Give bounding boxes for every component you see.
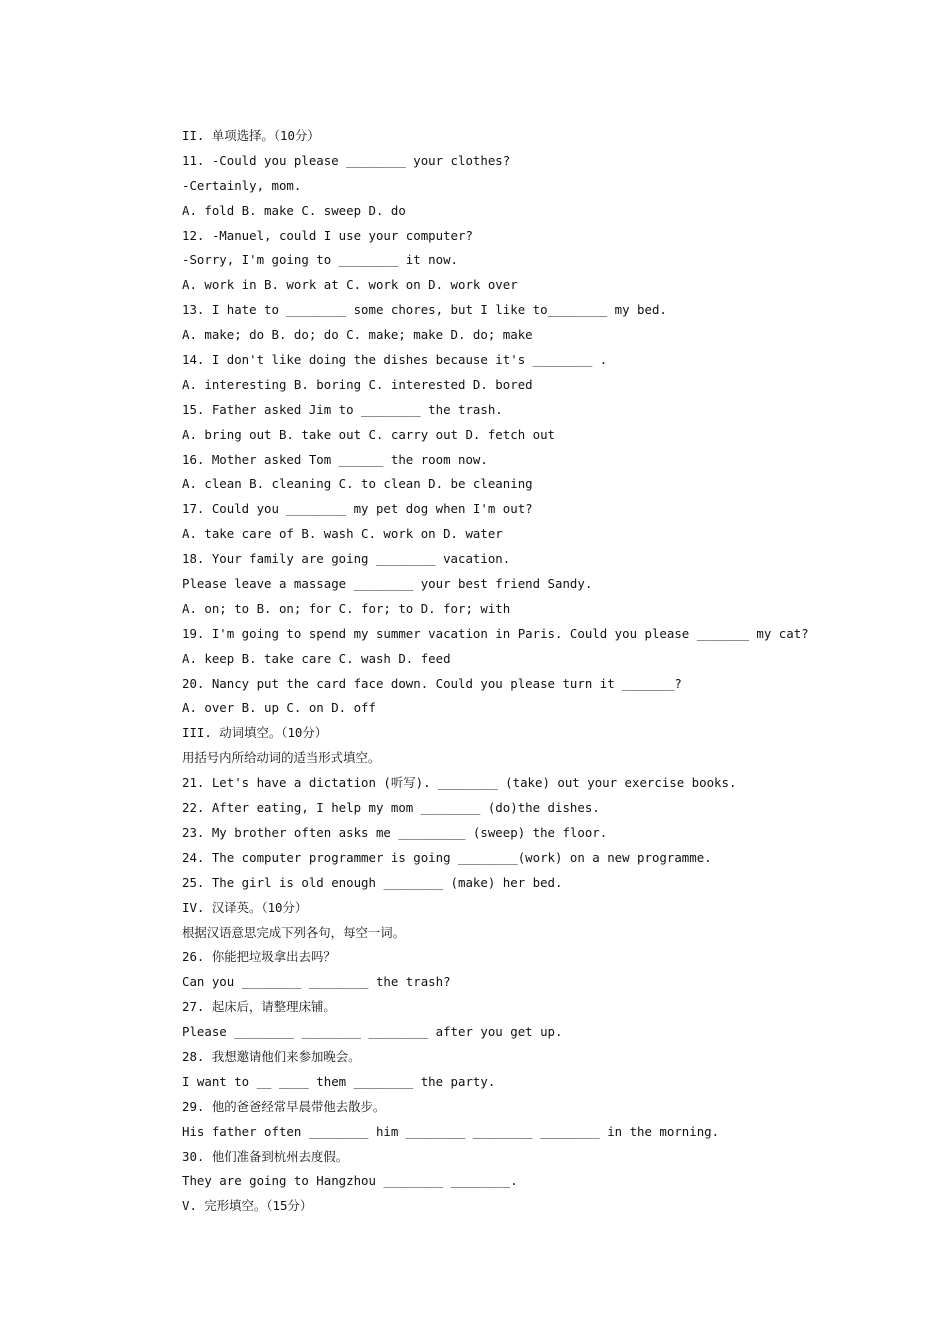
question-16: 16. Mother asked Tom ______ the room now. bbox=[182, 451, 488, 467]
section-heading-translation: IV. 汉译英。（10分） bbox=[182, 899, 308, 915]
question-30-chinese: 30. 他们准备到杭州去度假。 bbox=[182, 1148, 349, 1164]
section-instructions-verb-fill: 用括号内所给动词的适当形式填空。 bbox=[182, 750, 381, 766]
question-22: 22. After eating, I help my mom ________ (do)the dishes. bbox=[182, 800, 600, 816]
question-11: 11. -Could you please ________ your clothes? bbox=[182, 152, 511, 168]
question-28-english: I want to __ ____ them ________ the party. bbox=[182, 1073, 496, 1089]
question-23: 23. My brother often asks me _________ (sweep) the floor. bbox=[182, 824, 608, 840]
document-page bbox=[182, 124, 882, 1219]
question-17-options: A. take care of B. wash C. work on D. water bbox=[182, 526, 503, 542]
question-27-chinese: 27. 起床后，请整理床铺。 bbox=[182, 999, 336, 1015]
question-12-reply: -Sorry, I'm going to ________ it now. bbox=[182, 252, 459, 268]
question-20: 20. Nancy put the card face down. Could you please turn it _______? bbox=[182, 675, 682, 691]
question-11-reply: -Certainly, mom. bbox=[182, 177, 302, 193]
question-18: 18. Your family are going ________ vacation. bbox=[182, 551, 511, 567]
question-12: 12. -Manuel, could I use your computer? bbox=[182, 227, 473, 243]
question-28-chinese: 28. 我想邀请他们来参加晚会。 bbox=[182, 1048, 361, 1064]
question-30-english: They are going to Hangzhou ________ ________. bbox=[182, 1173, 518, 1189]
question-14-options: A. interesting B. boring C. interested D. bored bbox=[182, 376, 533, 392]
question-19: 19. I'm going to spend my summer vacation in Paris. Could you please _______ my cat? bbox=[182, 625, 809, 641]
question-25: 25. The girl is old enough ________ (make) her bed. bbox=[182, 874, 563, 890]
question-26-chinese: 26. 你能把垃圾拿出去吗？ bbox=[182, 949, 336, 965]
question-12-options: A. work in B. work at C. work on D. work over bbox=[182, 277, 518, 293]
question-27-english: Please ________ ________ ________ after you get up. bbox=[182, 1024, 563, 1040]
question-14: 14. I don't like doing the dishes because it's ________ . bbox=[182, 352, 608, 368]
question-26-english: Can you ________ ________ the trash? bbox=[182, 974, 451, 990]
question-11-options: A. fold B. make C. sweep D. do bbox=[182, 202, 406, 218]
question-19-options: A. keep B. take care C. wash D. feed bbox=[182, 650, 451, 666]
question-15-options: A. bring out B. take out C. carry out D. fetch out bbox=[182, 426, 555, 442]
section-heading-cloze: V. 完形填空。（15分） bbox=[182, 1198, 313, 1214]
question-29-english: His father often ________ him ________ ________ ________ in the morning. bbox=[182, 1123, 720, 1139]
question-20-options: A. over B. up C. on D. off bbox=[182, 700, 376, 716]
question-18-second-sentence: Please leave a massage ________ your best friend Sandy. bbox=[182, 576, 593, 592]
section-heading-verb-fill: III. 动词填空。（10分） bbox=[182, 725, 328, 741]
question-29-chinese: 29. 他的爸爸经常早晨带他去散步。 bbox=[182, 1098, 386, 1114]
section-heading-single-choice: II. 单项选择。（10分） bbox=[182, 128, 320, 143]
question-13-options: A. make; do B. do; do C. make; make D. do; make bbox=[182, 327, 533, 343]
question-16-options: A. clean B. cleaning C. to clean D. be cleaning bbox=[182, 476, 533, 492]
question-13: 13. I hate to ________ some chores, but I like to________ my bed. bbox=[182, 302, 667, 318]
question-18-options: A. on; to B. on; for C. for; to D. for; with bbox=[182, 600, 511, 616]
question-15: 15. Father asked Jim to ________ the trash. bbox=[182, 401, 503, 417]
question-24: 24. The computer programmer is going ________(work) on a new programme. bbox=[182, 849, 712, 865]
section-instructions-translation: 根据汉语意思完成下列各句，每空一词。 bbox=[182, 924, 406, 940]
question-17: 17. Could you ________ my pet dog when I'm out? bbox=[182, 501, 533, 517]
question-21: 21. Let's have a dictation (听写). ________ (take) out your exercise books. bbox=[182, 775, 737, 791]
